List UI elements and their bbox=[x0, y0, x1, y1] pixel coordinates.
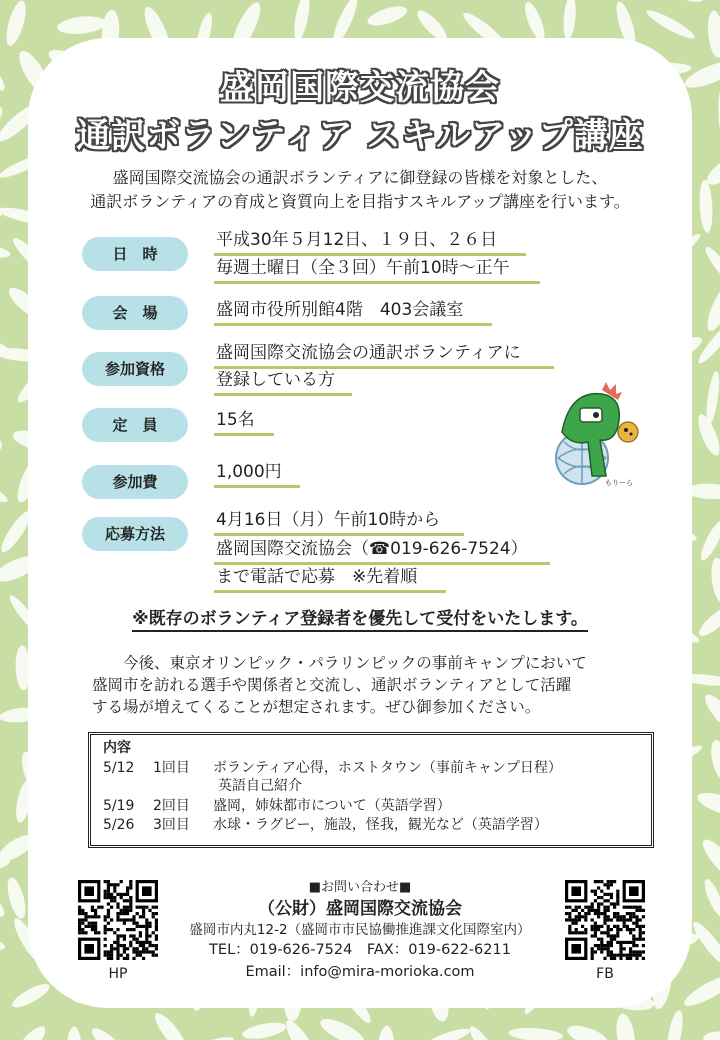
schedule-content-1b: 英語自己紹介 bbox=[218, 778, 302, 794]
contact-phones: TEL：019-626-7524 FAX：019-622-6211 bbox=[209, 942, 511, 958]
label-capacity: 定 員 bbox=[82, 408, 188, 442]
eligibility-line2: 登録している方 bbox=[216, 370, 335, 390]
schedule-date-2: 5/19 bbox=[103, 798, 135, 814]
schedule-content-1: ボランティア心得，ホストタウン（事前キャンプ日程） bbox=[213, 760, 562, 776]
paragraph-line2: 盛岡市を訪れる選手や関係者と交流し、通訳ボランティアとして活躍 bbox=[92, 676, 572, 694]
schedule-content-2: 盛岡，姉妹都市について（英語学習） bbox=[213, 798, 451, 814]
label-venue: 会 場 bbox=[82, 296, 188, 330]
label-fee: 参加費 bbox=[82, 465, 188, 499]
application-line1: 4月16日（月）午前10時から bbox=[216, 510, 441, 530]
schedule-date-1: 5/12 bbox=[103, 760, 135, 776]
fee-value: 1,000円 bbox=[216, 462, 282, 482]
intro-line1: 盛岡国際交流協会の通訳ボランティアに御登録の皆様を対象とした、 bbox=[112, 168, 608, 187]
schedule-session-2: 2回目 bbox=[153, 798, 190, 814]
page-title-line1: 盛岡国際交流協会 bbox=[220, 68, 500, 108]
page-title-line2: 通訳ボランティア スキルアップ講座 bbox=[76, 116, 644, 156]
capacity-value: 15名 bbox=[216, 410, 255, 430]
application-line3: まで電話で応募 ※先着順 bbox=[216, 567, 418, 587]
priority-notice bbox=[0, 604, 720, 629]
mascot-illustration bbox=[540, 380, 650, 490]
paragraph-line1: 今後、東京オリンピック・パラリンピックの事前キャンプにおいて bbox=[123, 654, 587, 672]
label-datetime: 日 時 bbox=[82, 237, 188, 271]
contact-org: （公財）盛岡国際交流協会 bbox=[258, 899, 462, 919]
schedule-session-1: 1回目 bbox=[153, 760, 190, 776]
qr-code-hp-icon[interactable] bbox=[78, 880, 158, 960]
schedule-session-3: 3回目 bbox=[153, 817, 190, 833]
schedule-heading: 内容 bbox=[103, 740, 131, 756]
venue-value: 盛岡市役所別館4階 403会議室 bbox=[216, 300, 464, 320]
datetime-line1: 平成30年５月12日、１９日、２６日 bbox=[216, 230, 498, 250]
mascot-caption: もりーら bbox=[605, 479, 633, 487]
label-application: 応募方法 bbox=[82, 517, 188, 551]
contact-address: 盛岡市内丸12-2（盛岡市市民協働推進課文化国際室内） bbox=[189, 922, 531, 938]
paragraph-line3: する場が増えてくることが想定されます。ぜひ御参加ください。 bbox=[92, 698, 541, 716]
label-eligibility: 参加資格 bbox=[82, 352, 188, 386]
priority-notice-text: ※既存のボランティア登録者を優先して受付をいたします。 bbox=[132, 609, 588, 632]
schedule-content-3: 水球・ラグビー，施設，怪我，観光など（英語学習） bbox=[213, 817, 548, 833]
qr-label-fb: FB bbox=[596, 966, 614, 982]
qr-label-hp: HP bbox=[108, 966, 128, 982]
schedule-date-3: 5/26 bbox=[103, 817, 135, 833]
application-line2: 盛岡国際交流協会（☎019-626-7524） bbox=[216, 539, 528, 559]
datetime-line2: 毎週土曜日（全３回）午前10時～正午 bbox=[216, 258, 510, 278]
eligibility-line1: 盛岡国際交流協会の通訳ボランティアに bbox=[216, 343, 521, 363]
qr-code-fb-icon[interactable] bbox=[565, 880, 645, 960]
contact-heading: ■お問い合わせ■ bbox=[308, 880, 412, 895]
schedule-box bbox=[88, 732, 654, 848]
intro-line2: 通訳ボランティアの育成と資質向上を目指すスキルアップ講座を行います。 bbox=[90, 192, 630, 211]
contact-email[interactable]: Email：info@mira-morioka.com bbox=[245, 964, 475, 980]
